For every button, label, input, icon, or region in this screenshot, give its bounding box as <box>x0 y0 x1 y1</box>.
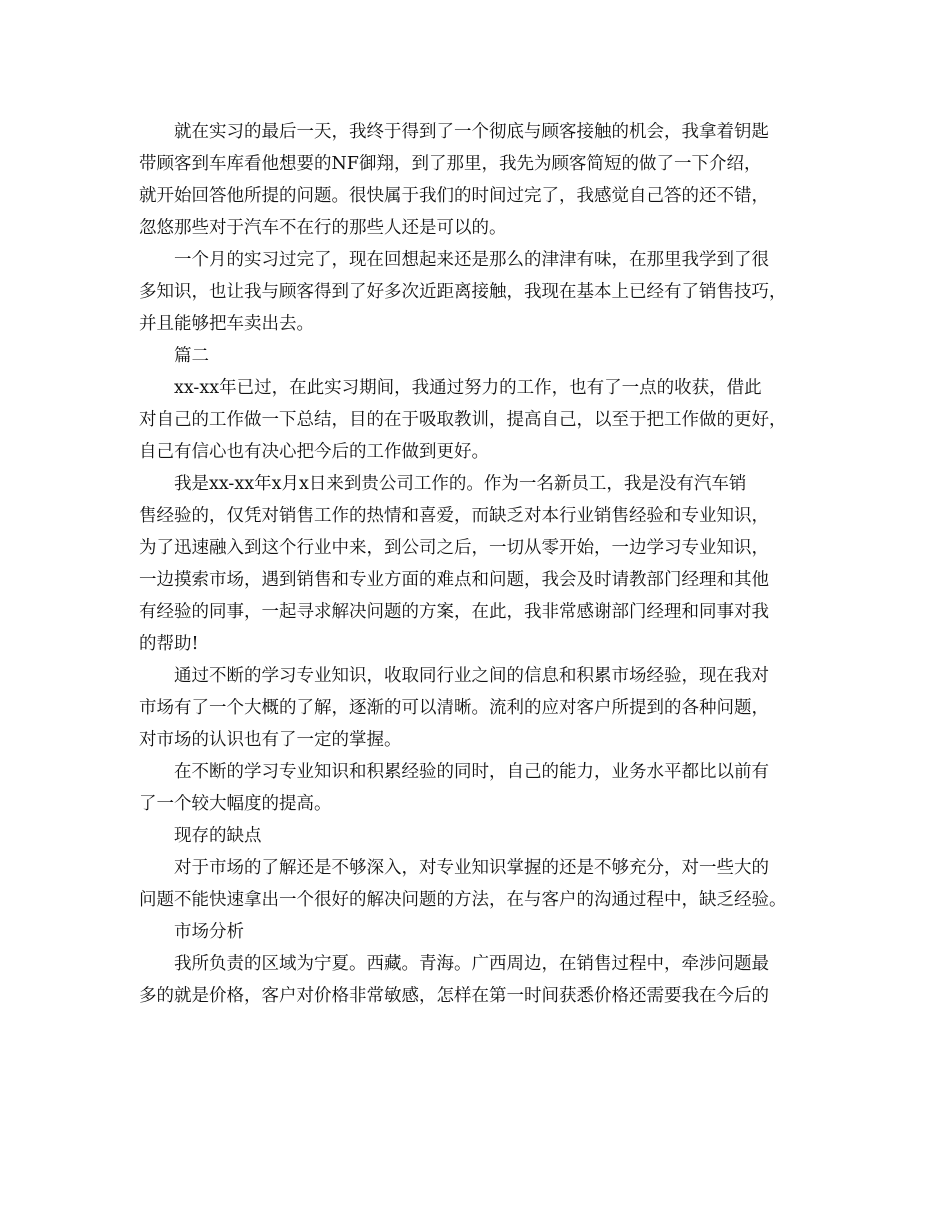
paragraph-first-line: 我所负责的区域为宁夏。西藏。青海。广西周边，在销售过程中，牵涉问题最 <box>174 954 769 974</box>
paragraph-first-line: 篇二 <box>174 346 209 366</box>
paragraph-first-line: 在不断的学习专业知识和积累经验的同时，自己的能力，业务水平都比以前有 <box>174 762 769 782</box>
paragraph-line: 带顾客到车库看他想要的NF御翔，到了那里，我先为顾客简短的做了一下介绍， <box>139 154 762 174</box>
paragraph-line: 对市场的认识也有了一定的掌握。 <box>139 730 402 750</box>
paragraph-line: 为了迅速融入到这个行业中来，到公司之后，一切从零开始，一边学习专业知识， <box>139 538 769 558</box>
paragraph-line: 有经验的同事，一起寻求解决问题的方案，在此，我非常感谢部门经理和同事对我 <box>139 602 769 622</box>
paragraph-line: 就开始回答他所提的问题。很快属于我们的时间过完了，我感觉自己答的还不错， <box>139 186 769 206</box>
paragraph-line: 的帮助! <box>139 634 199 654</box>
paragraph-first-line: 市场分析 <box>174 922 244 942</box>
paragraph-line: 自己有信心也有决心把今后的工作做到更好。 <box>139 442 489 462</box>
paragraph-line: 一边摸索市场，遇到销售和专业方面的难点和问题，我会及时请教部门经理和其他 <box>139 570 769 590</box>
paragraph-first-line: 现存的缺点 <box>174 826 262 846</box>
paragraph-first-line: 对于市场的了解还是不够深入，对专业知识掌握的还是不够充分，对一些大的 <box>174 858 769 878</box>
paragraph-line: 了一个较大幅度的提高。 <box>139 794 332 814</box>
document-body <box>139 116 827 1012</box>
paragraph-first-line: 通过不断的学习专业知识，收取同行业之间的信息和积累市场经验，现在我对 <box>174 666 769 686</box>
paragraph-line: 对自己的工作做一下总结，目的在于吸取教训，提高自己，以至于把工作做的更好， <box>139 410 787 430</box>
paragraph-first-line: xx-xx年已过，在此实习期间，我通过努力的工作，也有了一点的收获，借此 <box>174 378 762 398</box>
paragraph-first-line: 一个月的实习过完了，现在回想起来还是那么的津津有味，在那里我学到了很 <box>174 250 769 270</box>
paragraph-line: 市场有了一个大概的了解，逐渐的可以清晰。流利的应对客户所提到的各种问题， <box>139 698 769 718</box>
paragraph-line: 忽悠那些对于汽车不在行的那些人还是可以的。 <box>139 218 507 238</box>
paragraph-line: 多的就是价格，客户对价格非常敏感，怎样在第一时间获悉价格还需要我在今后的 <box>139 986 769 1006</box>
paragraph-first-line: 我是xx-xx年x月x日来到贵公司工作的。作为一名新员工，我是没有汽车销 <box>174 474 747 494</box>
paragraph-line: 并且能够把车卖出去。 <box>139 314 314 334</box>
paragraph-line: 多知识，也让我与顾客得到了好多次近距离接触，我现在基本上已经有了销售技巧， <box>139 282 787 302</box>
paragraph-line: 问题不能快速拿出一个很好的解决问题的方法，在与客户的沟通过程中，缺乏经验。 <box>139 890 787 910</box>
paragraph-line: 售经验的，仅凭对销售工作的热情和喜爱，而缺乏对本行业销售经验和专业知识， <box>139 506 769 526</box>
paragraph-first-line: 就在实习的最后一天，我终于得到了一个彻底与顾客接触的机会，我拿着钥匙 <box>174 122 769 142</box>
